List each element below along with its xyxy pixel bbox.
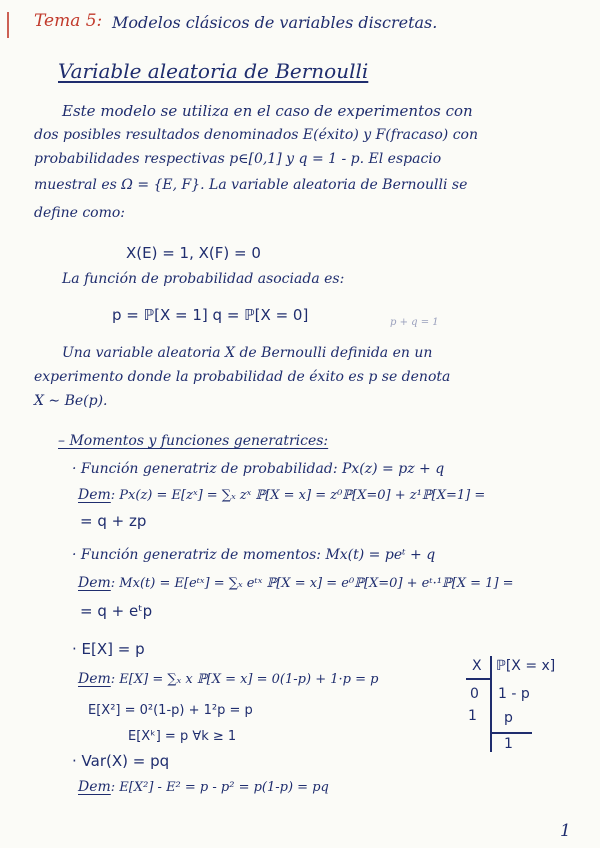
prob-function-intro: La función de probabilidad asociada es:	[62, 271, 345, 287]
pgf-demonstration	[78, 486, 485, 505]
prob-note: p + q = 1	[390, 317, 439, 328]
table-total: 1	[504, 736, 513, 752]
prob-function-equation: p = ℙ[X = 1] q = ℙ[X = 0]	[112, 306, 309, 324]
table-header-p: ℙ[X = x]	[496, 658, 556, 674]
mgf-title: · Función generatriz de momentos: Mx(t) = peᵗ + q	[72, 547, 436, 563]
mgf-dem-text: : Mx(t) = E[eᵗˣ] = ∑ₓ eᵗˣ ℙ[X = x] = e⁰ℙ[X=0] + eᵗ·¹ℙ[X = 1] =	[110, 576, 514, 591]
pgf-title: · Función generatriz de probabilidad: Px(z) = pz + q	[72, 461, 445, 477]
kth-moment: E[Xᵏ] = p ∀k ≥ 1	[128, 729, 237, 744]
moments-heading: – Momentos y funciones generatrices:	[58, 433, 329, 449]
table-row-p: 1 - p	[498, 686, 530, 702]
table-row-x: 1	[468, 708, 477, 724]
dem-label: Dem	[78, 487, 111, 503]
intro-line-2: dos posibles resultados denominados E(éxito) y F(fracaso) con	[34, 127, 478, 143]
mgf-result: = q + eᵗp	[80, 602, 153, 620]
intro-line-4: muestral es Ω = {E, F}. La variable aleatoria de Bernoulli se	[34, 177, 468, 193]
topic-title: Modelos clásicos de variables discretas.	[112, 13, 438, 32]
intro-line-5: define como:	[34, 205, 126, 221]
section-title: Variable aleatoria de Bernoulli	[58, 59, 369, 83]
mgf-demonstration	[78, 574, 514, 593]
pgf-result: = q + zp	[80, 512, 147, 530]
table-row-p: p	[504, 710, 513, 726]
intro-line-3: probabilidades respectivas p∈[0,1] y q = 1 - p. El espacio	[34, 151, 442, 167]
dem-label: Dem	[78, 575, 111, 591]
table-divider	[490, 656, 492, 752]
table-total-rule	[490, 732, 532, 734]
expectation-demonstration	[78, 670, 378, 689]
expectation-title: · E[X] = p	[72, 640, 145, 658]
table-header-rule	[466, 678, 492, 680]
variance-title: · Var(X) = pq	[72, 752, 170, 770]
bernoulli-definition: X(E) = 1, X(F) = 0	[126, 244, 261, 262]
intro-line-1: Este modelo se utiliza en el caso de experimentos con	[62, 102, 473, 120]
page-number: 1	[560, 821, 571, 841]
notation-line-3: X ∼ Be(p).	[34, 393, 108, 409]
table-header-x: X	[472, 658, 482, 674]
expectation-dem-text: : E[X] = ∑ₓ x ℙ[X = x] = 0(1-p) + 1·p = p	[110, 672, 379, 687]
dem-label: Dem	[78, 779, 111, 795]
variance-dem-text: : E[X²] - E² = p - p² = p(1-p) = pq	[110, 780, 329, 795]
variance-demonstration	[78, 778, 329, 797]
pgf-dem-text: : Px(z) = E[zˣ] = ∑ₓ zˣ ℙ[X = x] = z⁰ℙ[X=0] + z¹ℙ[X=1] =	[110, 488, 486, 503]
second-moment: E[X²] = 0²(1-p) + 1²p = p	[88, 703, 253, 718]
table-row-x: 0	[470, 686, 479, 702]
notation-line-1: Una variable aleatoria X de Bernoulli definida en un	[62, 345, 433, 361]
notation-line-2: experimento donde la probabilidad de éxito es p se denota	[34, 369, 451, 385]
topic-label: Tema 5:	[34, 11, 103, 31]
margin-mark	[7, 12, 9, 38]
dem-label: Dem	[78, 671, 111, 687]
